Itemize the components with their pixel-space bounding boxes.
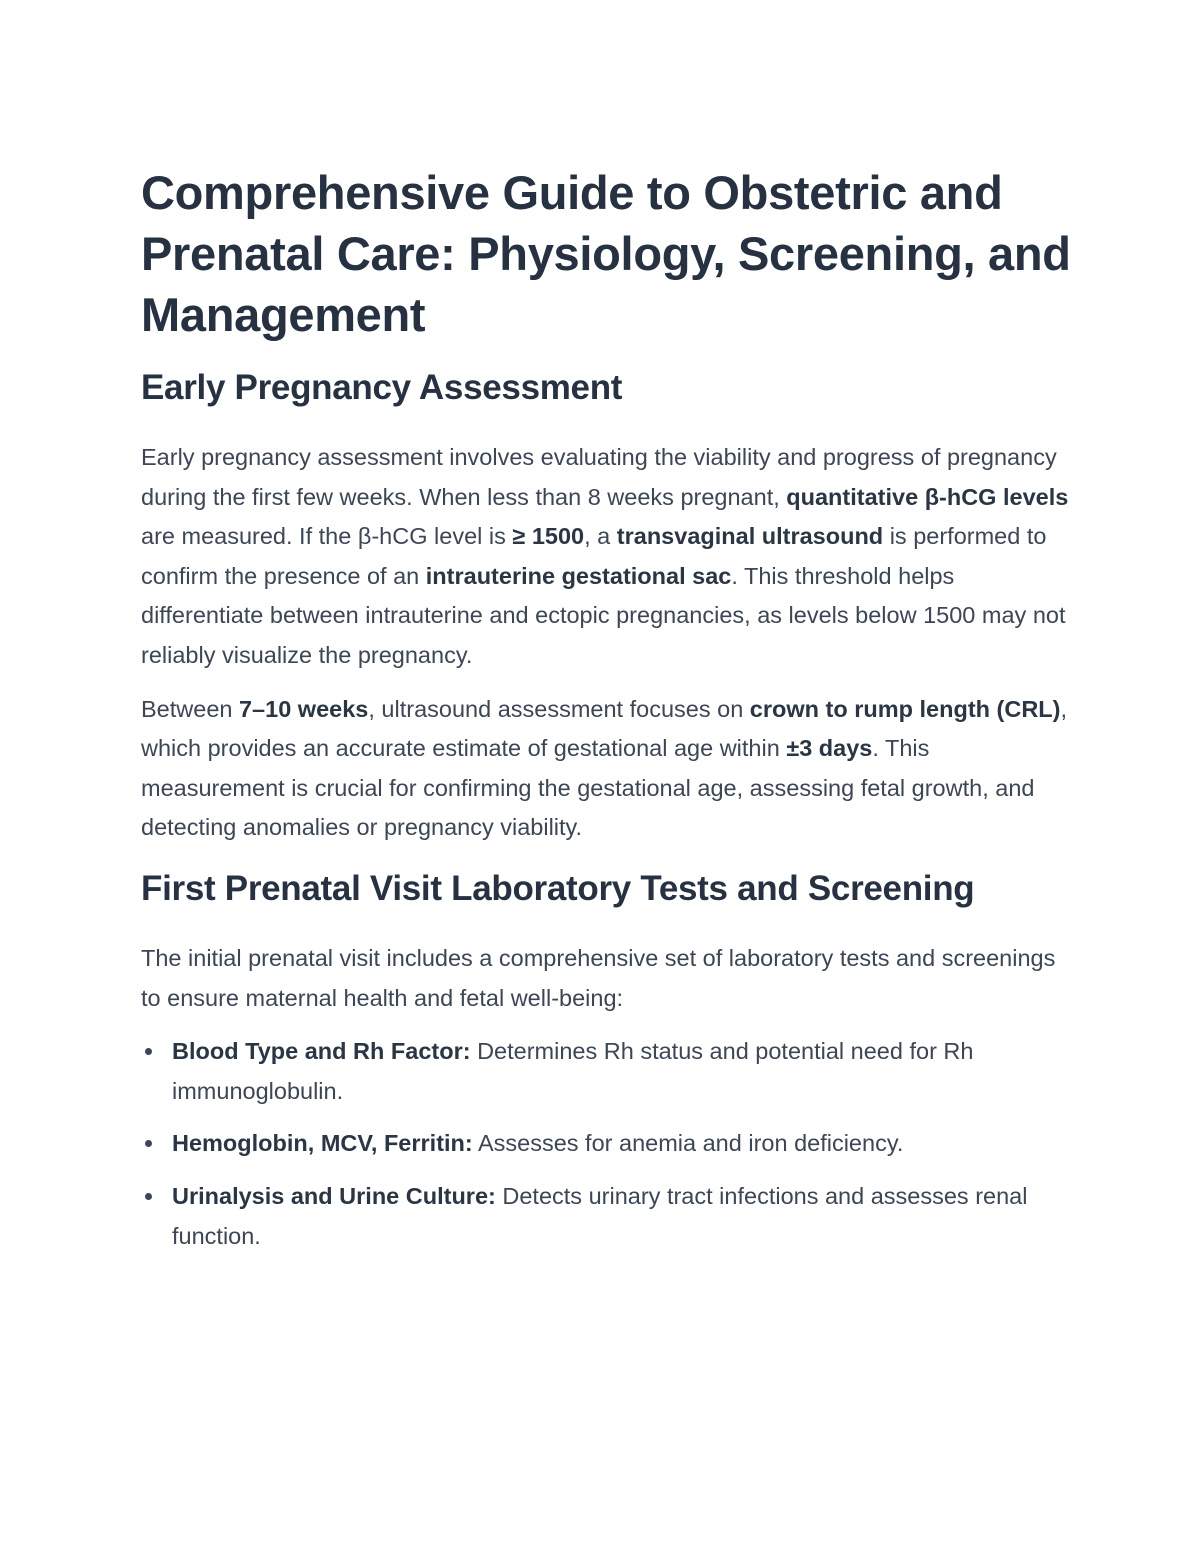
paragraph-text: , ultrasound assessment focuses on xyxy=(368,695,750,722)
bullet-icon xyxy=(145,1140,152,1147)
bold-term: transvaginal ultrasound xyxy=(616,523,884,550)
paragraph-text: . This threshold helps differentiate between intrauterine and ectopic pregnancies, as levels below 1500 may not reliably visualize the pregnancy. xyxy=(141,562,1066,668)
list-item xyxy=(141,1177,1071,1256)
bold-term: intrauterine gestational sac xyxy=(425,562,732,589)
list-item-text: Detects urinary tract infections and assesses renal function. xyxy=(172,1182,1028,1249)
list-item-text: Assesses for anemia and iron deficiency. xyxy=(472,1130,904,1157)
bold-term: 7–10 weeks xyxy=(238,695,369,722)
paragraph-text: . This measurement is crucial for confirming the gestational age, assessing fetal growth, and detecting anomalies or pregnancy viability. xyxy=(141,735,1035,841)
bullet-icon xyxy=(145,1048,152,1055)
section-heading-early-pregnancy: Early Pregnancy Assessment xyxy=(141,368,623,407)
list-item-label: Blood Type and Rh Factor: xyxy=(172,1038,471,1065)
paragraph-text: , a xyxy=(584,523,617,550)
list-item xyxy=(141,1032,1071,1111)
bold-term: crown to rump length (CRL) xyxy=(749,695,1061,722)
paragraph-early-pregnancy-assessment xyxy=(141,438,1071,676)
paragraph-text: Between xyxy=(141,695,239,722)
paragraph-first-visit-intro: The initial prenatal visit includes a comprehensive set of laboratory tests and screenings to ensure maternal health and fetal well-being: xyxy=(141,944,1056,1011)
list-item-label: Urinalysis and Urine Culture: xyxy=(172,1182,496,1209)
paragraph-text: , which provides an accurate estimate of gestational age within xyxy=(141,695,1068,762)
lab-tests-list xyxy=(141,1032,1071,1256)
bold-term: ±3 days xyxy=(786,735,873,762)
paragraph-text: is performed to confirm the presence of an xyxy=(141,523,1047,589)
bullet-icon xyxy=(145,1193,152,1200)
document-title: Comprehensive Guide to Obstetric and Prenatal Care: Physiology, Screening, and Management xyxy=(141,166,1071,341)
list-item-text: Determines Rh status and potential need for Rh immunoglobulin. xyxy=(172,1038,974,1104)
section-heading-first-prenatal-visit: First Prenatal Visit Laboratory Tests and Screening xyxy=(141,868,975,908)
list-item-label: Hemoglobin, MCV, Ferritin: xyxy=(172,1130,473,1157)
paragraph-text: are measured. If the β-hCG level is xyxy=(141,523,513,550)
bold-term: quantitative β-hCG levels xyxy=(786,483,1069,510)
list-item xyxy=(141,1124,1071,1164)
paragraph-crl-measurement xyxy=(141,690,1071,848)
document-page xyxy=(141,162,1071,1269)
bold-term: ≥ 1500 xyxy=(512,523,585,550)
paragraph-text: Early pregnancy assessment involves evaluating the viability and progress of pregnancy during the first few weeks. When less than 8 weeks pregnant, xyxy=(141,444,1057,510)
